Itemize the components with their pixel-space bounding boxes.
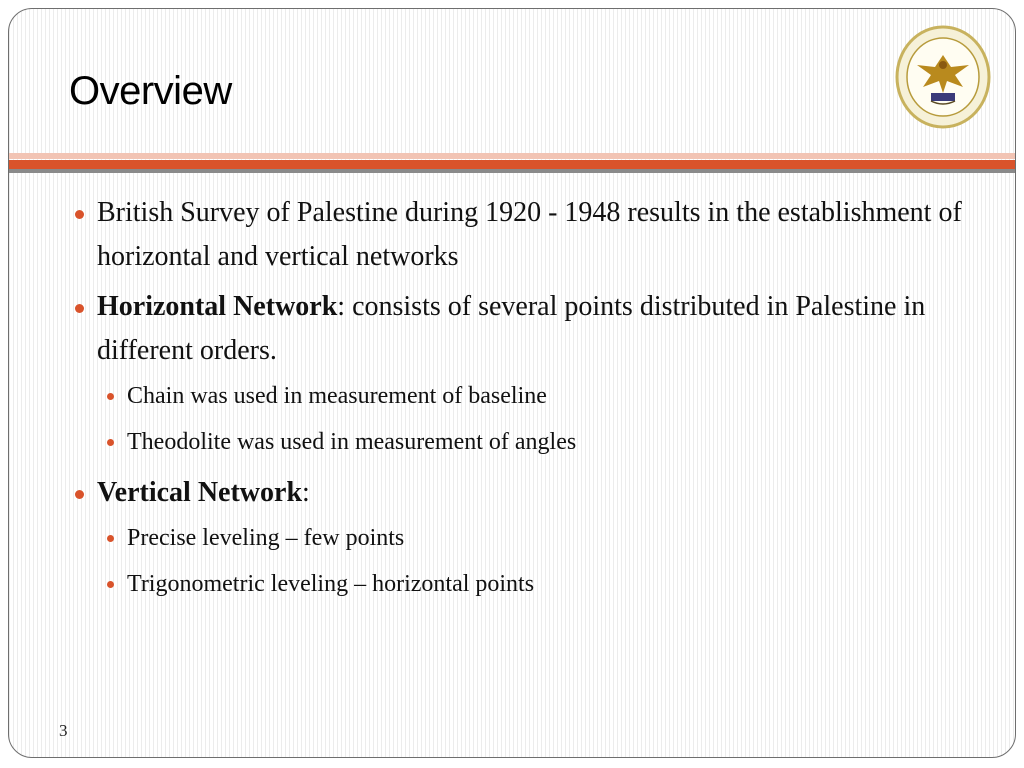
bullet-bold-term: Horizontal Network bbox=[97, 291, 338, 322]
sub-bullet-dot-icon bbox=[107, 535, 114, 542]
sub-bullet-text: Precise leveling – few points bbox=[127, 525, 405, 551]
sub-bullet-item bbox=[69, 567, 969, 601]
bullet-item bbox=[69, 471, 969, 515]
bullet-text: British Survey of Palestine during 1920 - 1948 results in the establishment of horizontal and vertical networks bbox=[97, 197, 962, 272]
bullet-dot-icon bbox=[75, 210, 84, 219]
sub-bullet-item bbox=[69, 521, 969, 555]
bullet-list bbox=[69, 191, 969, 613]
sub-bullet-dot-icon bbox=[107, 581, 114, 588]
sub-bullet-dot-icon bbox=[107, 393, 114, 400]
sub-bullet-text: Chain was used in measurement of baseline bbox=[127, 383, 547, 409]
slide-frame bbox=[8, 8, 1016, 758]
sub-bullet-item bbox=[69, 379, 969, 413]
bullet-text: : consists of several points distributed in Palestine in different orders. bbox=[97, 291, 926, 366]
page-number: 3 bbox=[59, 721, 68, 740]
bullet-text: : bbox=[302, 477, 310, 508]
bullet-dot-icon bbox=[75, 304, 84, 313]
sub-bullet-text: Trigonometric leveling – horizontal points bbox=[127, 571, 535, 597]
bullet-item bbox=[69, 285, 969, 373]
sub-bullet-dot-icon bbox=[107, 439, 114, 446]
bullet-bold-term: Vertical Network bbox=[97, 477, 303, 508]
header-rule-light bbox=[9, 153, 1015, 159]
header-rule-accent bbox=[9, 160, 1015, 169]
sub-bullet-item bbox=[69, 425, 969, 459]
bullet-item bbox=[69, 191, 969, 279]
slide-title: Overview bbox=[69, 69, 232, 113]
university-seal-logo bbox=[893, 21, 993, 131]
bullet-dot-icon bbox=[75, 490, 84, 499]
sub-bullet-text: Theodolite was used in measurement of angles bbox=[127, 429, 577, 455]
header-rule-gray bbox=[9, 169, 1015, 173]
